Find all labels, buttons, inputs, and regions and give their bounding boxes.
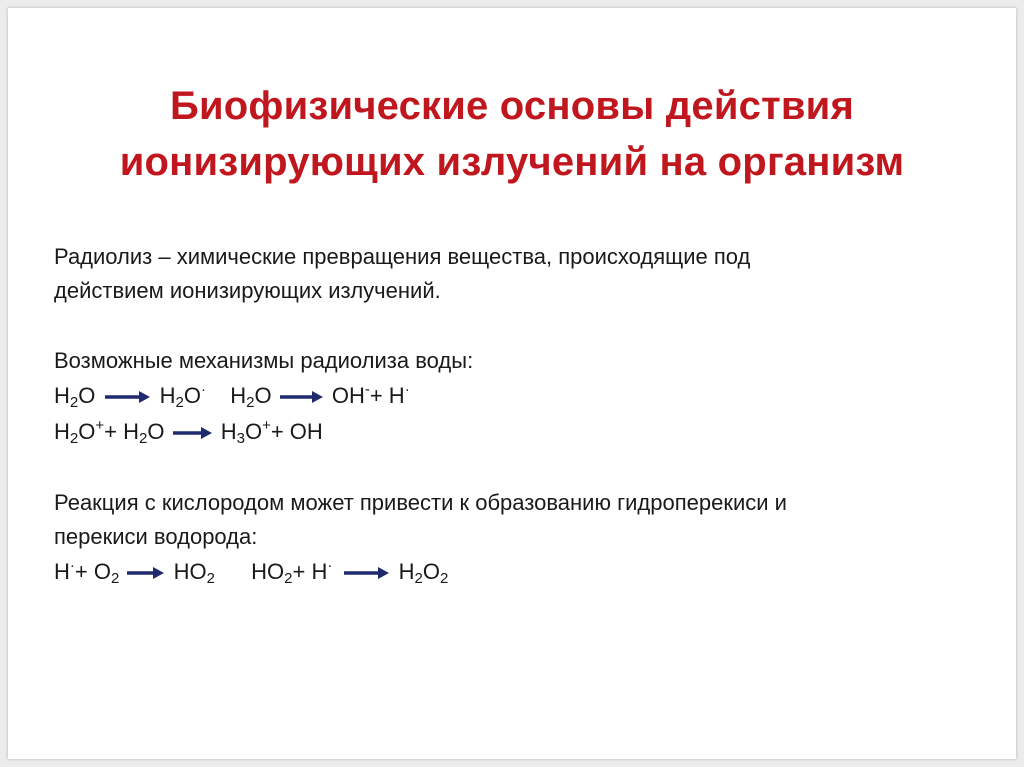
formula-h2o: $H_2O$: [54, 383, 96, 411]
formula-ho2: $HO_2$: [173, 559, 215, 587]
oxygen-paragraph: [54, 486, 984, 554]
title-line-2: ионизирующих излучений на организм: [119, 140, 905, 184]
equation-water-radiolysis-2: [54, 414, 984, 450]
mechanisms-heading: Возможные механизмы радиолиза воды:: [54, 348, 474, 373]
slide: [8, 8, 1016, 759]
formula-reactants-2: $H_2O^++ H_2O$: [54, 417, 165, 447]
definition-paragraph: [54, 240, 984, 308]
equation-water-radiolysis-1: [54, 378, 984, 414]
oxygen-line-1: Реакция с кислородом может привести к образованию гидроперекиси и: [54, 490, 787, 515]
formula-products-2: $H_3O^++$ OH: [220, 417, 323, 447]
formula-h2o2: $H_2O_2$: [398, 559, 449, 587]
formula-reactants-4: $HO_2+ H^\cdot$: [251, 557, 333, 587]
slide-body: [54, 240, 984, 590]
reaction-arrow-icon: [280, 390, 324, 404]
formula-reactants-3: $H^\cdot+ O_2$: [54, 557, 120, 587]
formula-h2o-2: $H_2O$: [230, 383, 272, 411]
formula-products-1: OH-+ H·: [331, 381, 410, 408]
reaction-arrow-icon: [103, 390, 151, 404]
slide-title: [8, 78, 1016, 190]
definition-line-2: действием ионизирующих излучений.: [54, 278, 441, 303]
title-line-1: Биофизические основы действия: [170, 84, 854, 128]
reaction-arrow-icon: [127, 566, 165, 580]
reaction-arrow-icon: [173, 426, 213, 440]
reaction-arrow-icon: [344, 566, 390, 580]
equation-oxygen-reaction: [54, 554, 984, 590]
definition-line-1: Радиолиз – химические превращения вещества, происходящие под: [54, 244, 751, 269]
formula-h2o-radical: $H_2O^\cdot$: [159, 381, 206, 411]
oxygen-line-2: перекиси водорода:: [54, 524, 258, 549]
